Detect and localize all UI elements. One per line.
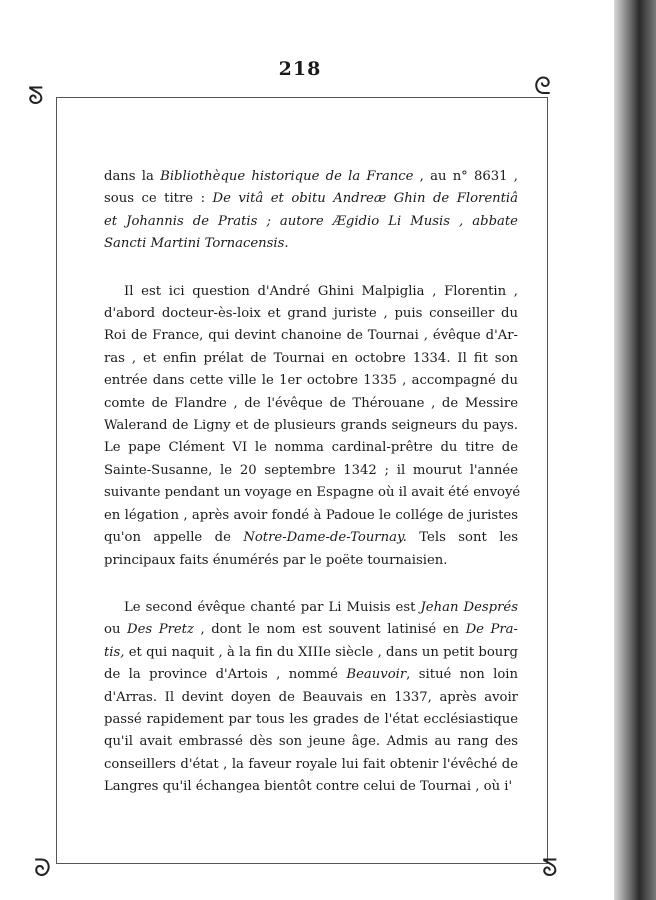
text-segment: Langres qu'il échangea bientôt contre celui de Tournai , où i': [104, 779, 513, 795]
text-segment: Bibliothèque historique de la France: [160, 169, 414, 184]
text-segment: dans la: [104, 169, 161, 184]
text-segment: Il est ici question d'André Ghini Malpiglia , Florentin ,: [124, 283, 518, 299]
text-segment: Tels sont les: [406, 530, 518, 546]
text-segment: d'abord docteur-ès-loix et grand juriste , puis conseiller du: [104, 306, 518, 322]
text-line: [104, 281, 518, 303]
corner-ornament-top-right: ᘓ: [534, 72, 551, 100]
text-segment: sous ce titre :: [104, 191, 213, 207]
text-segment: passé rapidement par tous les grades de l'état ecclésiastique: [104, 711, 518, 727]
text-segment: tis,: [104, 644, 125, 660]
paragraph: [104, 281, 521, 572]
text-line: [104, 437, 518, 459]
text-segment: Le second évêque chanté par Li Muisis est: [124, 599, 421, 615]
page-edge-shadow: [614, 0, 656, 900]
text-segment: ou: [104, 622, 127, 638]
text-line: [104, 776, 518, 798]
text-line: [104, 505, 518, 527]
text-line: [104, 597, 518, 619]
body-text: [104, 166, 521, 824]
text-line: [104, 348, 518, 370]
text-line: [104, 370, 518, 392]
text-segment: Jehan Després: [420, 599, 518, 615]
text-segment: ras , et enfin prélat de Tournai en octobre 1334. Il fit son: [104, 350, 518, 366]
text-segment: principaux faits énumérés par le poëte tournaisien.: [104, 552, 448, 568]
text-segment: conseillers d'état , la faveur royale lui fait obtenir l'évêché de: [104, 756, 518, 772]
text-line: [104, 211, 518, 233]
text-line: [104, 303, 518, 325]
text-line: [104, 527, 518, 549]
text-segment: comte de Flandre , de l'évêque de Thérouane , de Messire: [104, 395, 518, 411]
text-line: [104, 731, 518, 753]
text-segment: Roi de France, qui devint chanoine de Tournai , évêque d'Ar-: [104, 328, 518, 344]
page-number: 218: [278, 58, 322, 80]
text-segment: Walerand de Ligny et de plusieurs grands seigneurs du pays.: [104, 418, 518, 434]
text-segment: De Pra-: [465, 622, 518, 638]
text-line: [104, 482, 521, 504]
text-segment: , au n° 8631 ,: [413, 169, 518, 184]
corner-ornament-bottom-left: ᘐ: [34, 854, 51, 882]
text-line: [104, 642, 518, 664]
text-segment: Sainte-Susanne, le 20 septembre 1342 ; il mourut l'année: [104, 462, 518, 478]
text-segment: de la province d'Artois , nommé: [104, 667, 347, 683]
text-segment: qu'il avait embrassé dès son jeune âge. Admis au rang des: [104, 734, 518, 750]
text-line: [104, 619, 518, 641]
text-segment: Beauvoir: [346, 667, 407, 683]
text-segment: suivante pendant un voyage en Espagne où il avait été envoyé: [104, 485, 521, 501]
text-line: [104, 166, 518, 188]
text-segment: et Johannis de Pratis ; autore Ægidio Li Musis , abbate: [104, 213, 518, 229]
corner-ornament-bottom-right: ᘕ: [542, 854, 558, 882]
text-segment: et qui naquit , à la fin du XIIIe siècle , dans un petit bourg: [124, 644, 518, 660]
text-line: [104, 709, 518, 731]
text-segment: entrée dans cette ville le 1er octobre 1335 , accompagné du: [104, 373, 518, 389]
text-segment: Des Pretz: [127, 622, 194, 638]
text-line: [104, 460, 518, 482]
text-line: [104, 687, 518, 709]
text-segment: en légation , après avoir fondé à Padoue le collége de juristes: [104, 507, 518, 523]
text-segment: d'Arras. Il devint doyen de Beauvais en 1337, après avoir: [104, 689, 518, 705]
text-line: [104, 550, 518, 572]
text-segment: qu'on appelle de: [104, 530, 244, 546]
text-line: [104, 188, 518, 210]
text-line: [104, 754, 518, 776]
text-line: [104, 233, 518, 255]
text-segment: , situé non loin: [406, 667, 518, 683]
text-line: [104, 325, 518, 347]
text-segment: Le pape Clément VI le nomma cardinal-prêtre du titre de: [104, 440, 518, 456]
paragraph: [104, 166, 518, 256]
text-segment: , dont le nom est souvent latinisé en: [193, 622, 466, 638]
paragraph: [104, 597, 518, 799]
text-line: [104, 393, 518, 415]
corner-ornament-top-left: ᘕ: [28, 82, 44, 110]
text-segment: Notre-Dame-de-Tournay.: [243, 530, 407, 546]
text-line: [104, 664, 518, 686]
text-segment: Sancti Martini Tornacensis.: [104, 236, 289, 252]
text-segment: De vitâ et obitu Andreæ Ghin de Florentiâ: [212, 191, 518, 207]
text-line: [104, 415, 518, 437]
